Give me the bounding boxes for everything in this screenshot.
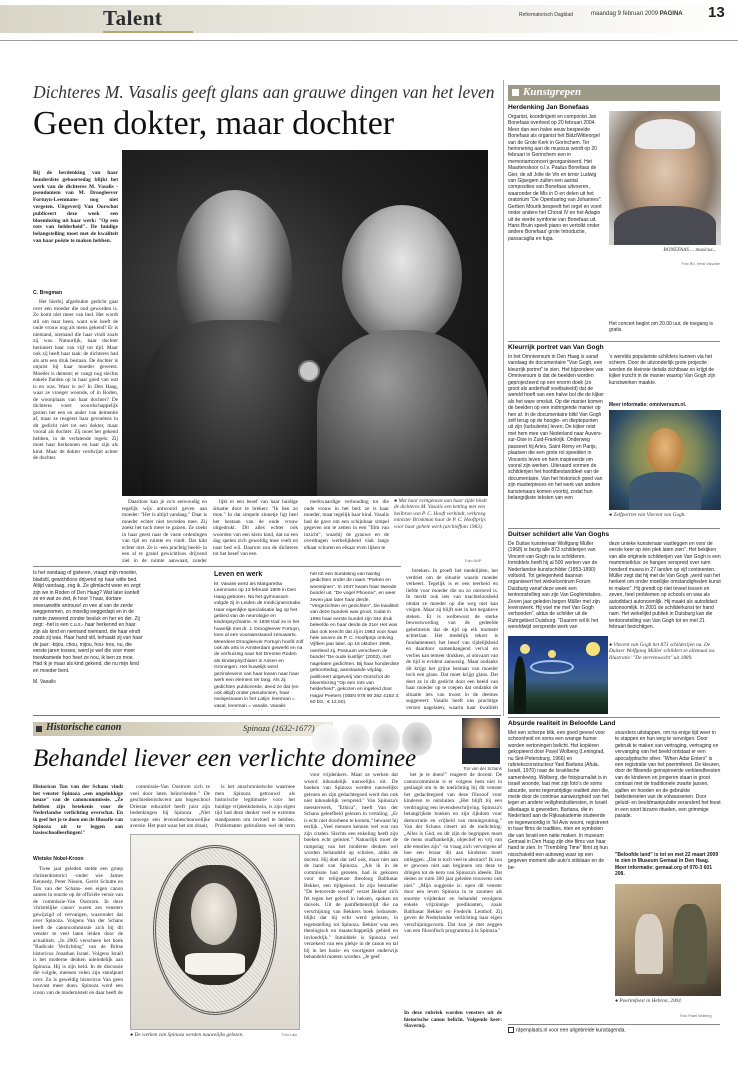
vasalis-kicker: Dichteres M. Vasalis geeft glans aan grauwe dingen van het leven bbox=[33, 82, 495, 102]
agenda-footer[interactable] bbox=[508, 1027, 720, 1033]
duitser-caption bbox=[609, 642, 721, 714]
vasalis-photo-caption-text: Met haar echtgenoot aan haar zijde bindt de dichteres M. Vasalis een ketting met een heilbron van P. C. Hooft verbindt, verkreeg minister Brinkman haar de P. C. Hooftprijs voor haar gehele werk (archieffoto 1983). bbox=[394, 498, 487, 530]
duitser-col1: De Duitse kunstenaar Wolfgang Müller (1968) is bezig alle 873 schilderijen van Vincent van Gogh na te schilderen. Inmiddels heeft hij al 500 werken van de Nederlandse kunstschilder (1853-1890) voltooid. Tot gelegenheid daarvan organiseert het winkelcentrum Forum Duisburg vanaf deze week een tentoonstelling van zijn Van Goghimitaties. Zeven jaar geleden begon Müller met zijn levenswerk. Hij voel me met Van Gogh verbonden", aldus de schilder uit de Ruhrgebied Duisburg. "Daarom wil ik het wereldwijd verspreide werk van bbox=[508, 541, 602, 631]
canon-headline: Behandel liever een verlichte dominee bbox=[33, 745, 417, 772]
canon-series-note: In deze rubriek worden vensters uit de historische canon belicht. Volgende keer: Slavernij. bbox=[404, 1010, 502, 1029]
woman-body bbox=[317, 330, 488, 496]
child-figure bbox=[635, 914, 663, 974]
canon-col2-text: commissie-Van Oostrom zich te veel door laten beïnvloeden." De geschiedenisdocent aan hogeschool Driestar educatief heeft juist zijn bedenkingen bij Spinoza. „Niet vanwege een levensbeschouwelijke aversie. Het punt waar het om draait, bbox=[130, 784, 210, 829]
poem-box bbox=[33, 570, 143, 710]
vasalis-intro: Bij de herdenking van haar honderdste geboortedag blijkt het werk van de dichteres M. Vasalis -pseudoniem van M. Droogleever Fortuyn-Leenmans- nog niet vergeten. Uitgeverij Van Oorschot publiceert deze week een bloemlezing uit haar werk: "Op een rots van helderheid". De huidige belangstelling moet met de kwaliteit van haar poëzie te maken hebben. bbox=[33, 170, 118, 244]
vasalis-author: C. Bregman bbox=[33, 290, 63, 296]
spinoza-face bbox=[191, 883, 237, 945]
bio-title: Leven en werk bbox=[214, 571, 263, 578]
issue-date-text: maandag 9 februari 2009 bbox=[591, 11, 659, 17]
gogh-top-rule bbox=[508, 341, 720, 342]
gogh-caption bbox=[609, 512, 721, 526]
canon-subject: Spinoza (1632-1677) bbox=[243, 723, 315, 733]
duitser-caption-text: Vincent van Gogh het 873 schilderijen na. De Duitser Wolfgang Müller schildert ze allemaal na. Illustratie: "De sterrenwacht" uit 1889. bbox=[609, 642, 716, 661]
kunstgrepen-banner bbox=[508, 85, 720, 101]
header-rule bbox=[0, 40, 738, 41]
gogh-col1: In het Omniversum in Den Haag is vanaf vandaag de documentaire "Van Gogh, een kleurrijk portret" te zien. Het bijzondere van Omniversum is dat de beelden worden geprojecteerd op een enorm doek (zo groot als anderhalf voetbalveld) dat de wereld hoeft van een halve bol die de kijker als het ware omsluit. Op die manier komen de beelden op een indringende manier op hen af. In de documentaire blikt Van Gogh zelf terug op de hoogte- en dieptepunten uit zijn (turbulente) leven. De kijker reist met hem mee van Nederland naar Auvers-sur-Oise in Zuid-Frankrijk. Onderweg passeert hij Arles, Saint Rémy en Parijs, plaatsen die een grote rol speelden in Vincents leven en hem inspireerde om vooral zijn werken. Uiteraard vormen de schilderijen het hoofdbestanddeel van de documentaire. Van het historisch goed van zijn masterpieces en het werk van andere kunstenaars komen voorbij, zodat hun belangrijkste teksten van een bbox=[508, 354, 604, 501]
duitser-heading: Duitser schildert alle Van Goghs bbox=[508, 531, 610, 538]
star bbox=[520, 644, 530, 654]
bio-col1: M. Vasalis werd als Margaretha Leenmans op 13 februari 1909 in Den Haag geboren. Na het gymnasium volgde zij in Leiden de medicijnenstudie. Haar eigenlijke specialisatie lag op het gebied van de neurologie en kinderpsychiatrie. In 1939 trad ze in het huwelijk met dr. J. Droogleever Fortuyn, toen al een vooraanstaand zenuwarts. Meerdere Droogleever Fortuyn hoofd zolf ook als arts in Amsterdam gewerkt en na de verhuizing naar het Drentse Roden als kinderpsychiater in Assen en Groningen. Het huwelijk werd gezinslevens van haar kwam naar haar werk een element ter lang. Als zij gedichten publiceerde, deed ze dat (en ook altijd) onder pseudoniem, haar meisjesnaam in het Latijn: leenman = vasal, leenman = vasalis. Vasalis bbox=[214, 582, 304, 709]
absurde-caption-text: Poerimfeest in Hebron, 2004. bbox=[619, 998, 683, 1004]
duitser-col2: deze unieke kunstenaar vastleggen en voor de eerste keer op één plek laten zien". Het bekijken van alle originele schilderijen van Van Gogh is een mammoetklus: ze hangen verspreid over ruim honderd musea in 27 landen op vijf continenten. Müller zegt dat hij met de Van Gogh „werd van het herkent om onder moeilijke omstandigheden kunst te maken". Hij grendt op niet teveel lessen en zeven, heel problemen op schools en was als autodidact autonoomlijk. Hij maakt als autodidact autonoomlijk. In 2001 de schilderkunst ter hand nam. Het wekelijkd publiek in Duisburg kan die tentoonstelling van Van Gogh tot en met 21 februari bezichtigen. bbox=[609, 541, 721, 631]
canon-author: Wietske Nobel-Kroon bbox=[33, 856, 84, 862]
starry-night-painting bbox=[508, 636, 608, 714]
newspaper-name: Reformatorisch Dagblad bbox=[519, 12, 573, 18]
canon-col2 bbox=[130, 784, 210, 830]
gogh-caption-text: Zelfportret van Vincent van Gogh. bbox=[613, 512, 686, 518]
absurde-col1: Met een scherpe blik, een goed gevoel voor schoonheid en soms een wrange humor worden vertoningen belicht. Het kopiëren gekopieerd door Pavel Wolberg (Leningrad, nu Sint-Petersburg, 1966) en rubrieksconstructeur Yael Bartana (Afula, Israël, 1970) naar de Israëlische samenleving. Wolberg, die fotojournalist is in Israël woonde, laat met zijn foto's de soms absurde, soms tegenstrijdige realiteit zien die, mede door de continue aanwezigheid van het leger en andere veiligheidsdiensten, in Israël alledaags is geworden. Bartana, die in Nederland aan de Rijksakademie studeerde en tegenwoordig in Tel Aviv woont, registreert in haar films de tradities, riten en symbolen die van Israël een natie maken. In museum Gemaal in Den Haag zijn drie films van haar hand te zien. In "Trembling Time" filmt zij hun nisschakeld een autoweg waar op een gegeven moment alle auto's stilstaan en de be- bbox=[508, 730, 610, 871]
page-header bbox=[0, 0, 738, 40]
absurde-caption bbox=[615, 998, 695, 1012]
gogh-more-info[interactable]: Meer informatie: omniversum.nl. bbox=[609, 402, 687, 408]
van-der-schans-portrait bbox=[462, 718, 500, 764]
moon bbox=[586, 642, 600, 656]
bonefaas-caption: BONEFAAS ... musicus... bbox=[663, 247, 717, 253]
bio-col2: het tot een bundeling van twintig gedichten onder de naam "Parken en woestijnen". In 1947 kwam haar tweede bundel uit, "De vogel Phoenix", en weer zeven jaar later haar derde, "Vergezichten en gezichten". De kwaliteit van deze bundels was groot, zodat in 1994 haar eerste bundel zijn 34e druk beleefde en haar derde de 21e! Het was dan ook terecht dat zij in 1983 voor haar hele oeuvre de P. C. Hooftprijs ontving. Vijftien jaar later, op 16 oktober 1998, overleed zij. Postuum verscheen de bundel "De oude kustlijn" (2002), met nagelaten gedichten. Bij haar honderdste geboortedag, aanstaande vrijdag, publiceert uitgeverij Van Oorschot de bloemlezing "Op een rots van helderheid", gekozen en ingeleid door Hagar Peeters (ISBN 978 90 282 4163 3; 60 blz.; € 12,50). bbox=[310, 572, 400, 706]
poem-author: M. Vasalis bbox=[33, 679, 56, 685]
footer-rule bbox=[508, 1024, 720, 1025]
section-underline bbox=[103, 31, 193, 33]
caption-bullet: ● bbox=[615, 998, 620, 1004]
vasalis-col3-text: lijkt er een besef van haar huidige situatie door te breken: "Ik ben zo moe." In dat simpele zinnetje ligt heel het bestaan van de oude vrouw uitgedrukt. Dit alles echter ook woorden van een klein kind, dat na een dag spelen zich geweldig moe voelt en naar bed wil. Daarom zou de dichteres tot het besef van een bbox=[213, 499, 298, 557]
canon-col3 bbox=[215, 784, 295, 830]
caption-bullet: ● bbox=[609, 512, 614, 518]
link-icon bbox=[508, 1027, 514, 1033]
canon-square-icon bbox=[36, 726, 42, 732]
vasalis-col5 bbox=[406, 568, 498, 710]
poem-top-rule bbox=[33, 566, 401, 567]
canon-col5-text: het je te doen!" reageert de docent. De canoncommissie is er volgens hem niet in geslaagd om in de toelichting bij dit venster het gedachtegoed van deze filosoof voor kinderen te ontsluiten. „Het blijft bij een verdringing een levensbeschrijving. Spinoza's belangrijkste boeken en zijn rijkdom voor democratie en vrijheid van meningsuiting." Van der Schans citeert uit de toelichting: „Alles is God, en dit zijn de begrippen moet de mens onafhankelijk, objectief en vrij van alle emoties zijn" -in vraag zich vervolgens af hoe een leraar dit aan kinderen moet uitleggen. „Dat is toch veel te abstract? Ik zou er gewoon niet aan beginnen om deze te dringen tot de kern van Spinoza's ideeën. Dat deden ze ruim 300 jaar geleden trouwens ook niet." „Mijn suggestie is: open dit venster door een leven Spinoza in te zoomen als enorme vrijdenker en behandel verolgens enkele vrijzinnige predikanten, zoals Balthasar Bekker en Frederik Lenthof. Zij geven de Nederlandse verlichting haar eigen verschijningsvorm. Dat kun je met zeggen van een filosofisch programma à la Spinoza." bbox=[404, 772, 502, 934]
canon-col1 bbox=[33, 866, 123, 1038]
caption-bullet: ● bbox=[130, 1032, 135, 1038]
vasalis-photo-credit: Foto ANP bbox=[465, 559, 482, 563]
gogh-heading: Kleurrijk portret van Van Gogh bbox=[508, 344, 604, 351]
vasalis-col4-text: merkwaardige verhouding tot die oude vrouw in het bed: ze is haar moeder, maar tegelijk haar kind. Vasalis had de gave om een schijnbaar simpel gegeven om te zetten in een "film van inzicht", waarbij de grauwe en de overdragen werkelijkheid vlak langs elkaar schuren en elkaar even lijken te bbox=[304, 499, 389, 551]
absurde-top-rule bbox=[508, 717, 720, 718]
purim-photo bbox=[615, 884, 721, 996]
caption-bullet: ● bbox=[609, 642, 614, 648]
canon-col5 bbox=[404, 772, 502, 1006]
man-body bbox=[142, 320, 332, 496]
canon-col1-text: Twee jaar geleden stelde een groep christenhistorici -onder wie James Kennedy, Peter Nissen, Gerrit Schutte en Ton van der Schans- een eigen canon samen in reactie op de officiële versie van de commissie-Van Oostrom. In deze 'christelijke canon' waren zes vensters gewijzigd of vervangen, waaronder dat over Spinoza. Volgens Van der Schans heeft de canoncommissie zich bij dit venster te veel laten leiden door de actualiteit. „In 2005 verscheen het boek "Radicale Verlichting" van de Britse historicus Jonathan Israel. Volgens Israël is het moderne denken uiteindelijk aan Spinoza. Hij is zijn held. In de discussie die volgde, meenen velen zijn standpunt over. Zo is geweldig historicus Van geen houvast meer doen. Spinoza werd een icoon van de modernisteit en daar heeft de bbox=[33, 866, 123, 996]
section-title: Talent bbox=[103, 6, 163, 30]
vasalis-photo bbox=[122, 150, 488, 496]
gogh-selfportrait bbox=[609, 410, 721, 510]
canon-col4-text: voor vrijdenkers. Maar ze werken dat woord inhoudelijk nauwelijks uit. De boeken van Spinoza werden nauwelijks gelezen en zijn gedachtegoed werd dus ook niet inhoudelijk verspreid." Van Spinoza's meesterwerk, "Ethica", heeft Van der Schans geleefbeid gelezen in vertaling. „Er is echt niet doorheen te komen," bewaart hij eerlijk. „Veel mensen kennen wel wat van zijn citaten. Slechts een enkeling heeft zijn boeken echt gelezen." Natuurlijk moet de rumpslag van het moderne denken wel worden behandeld op scholen, aldus de docent. Hij doet dat zelf ook, maar niet aan de hand van Spinoza. „Als ik in de commissie had gezeten, had ik gekozen voor de religieuze theoloog Balthasar Bekker, een tijdgenoot. In zijn bestseller "De betoverde wereld" verzet Bekker zich fel tegen het geloof in heksen, spoken en duivels. Uit de pamflettenstrijd die na verschijning van Bekkers boek losbarstte, blijkt dat hij echt werd gelezen, in tegenstelling tot Spinoza. Bekker was een theologisch en maatschappelijk gebied en invloedrijk." Inmiddels is Spinoza wel verzekerd van een plekje in de canon en tal bij in het basis- en voortgezet onderwijs behandeld moeten worden. „Je geef bbox=[304, 772, 398, 960]
canon-portrait-credit2: Foto Lalo bbox=[282, 1033, 297, 1037]
page-number: 13 bbox=[708, 4, 725, 21]
vasalis-col2 bbox=[122, 499, 207, 564]
canon-portrait-caption bbox=[130, 1032, 280, 1040]
absurde-heading: Absurde realiteit in Beloofde Land bbox=[508, 720, 616, 727]
chain-medal bbox=[298, 360, 320, 382]
vasalis-col1-text: Het hierbij afgedrukte gedicht gaat over een moeder die oud geworden is. Ze komt niet meer van bed. Het wordt stil om haar heen, want wie heeft de oude vrouw nog als mens gekend? Er is niemand, niemand die haar vindt zoals zij was. Natuurlijk, haar dochter herinnert haar van vijf tot tijd. Maar ook zij heeft haar taak: de dichteres had als arts een druk bestaan. De dochter is onjuist bij haar moeder geweest. Moeder is dement; er vangt nog slechts enkele flarden op in haar goed van wat is en was. Waar is ze? In Den Haag, waar ze vroeger woonde, of in Roden, de woonplaats van haar dochter? De dichteres voert woordschappelijk gezien het een en ander van dementie af, maar ze reageert haar gevoelens in dit gedicht niet tot een dokter, maar vooral als dochter. Zij moet het gekend hebben, in de verlatende regels: Zij moet haar herkennen en haar zijn als kind. Maar de dokter verdwijnt achter de dochter. bbox=[33, 299, 118, 461]
spinoza-engraving bbox=[130, 834, 300, 1030]
spinoza-collar bbox=[185, 953, 245, 975]
bonefaas-suit bbox=[614, 206, 716, 245]
bonefaas-photo bbox=[609, 111, 721, 245]
kunstgrepen-title: Kunstgrepen bbox=[523, 86, 582, 98]
bonefaas-end: Het concert begint om 20.00 uur, de toegang is gratis. bbox=[609, 321, 713, 334]
absurde-col2: stuurders uitstappen, om na enige tijd weer in te stappen en hun weg te vervolgen. Door gebruik te maken van vertraging, vertraging en vervanging van het beeld ontstaat er een apocalyptische sfeer. "When Adar Enters" is een registratie van het poerimfeest. De kleuren, door de flitsende geinspireerde verkleedfeesten van de kinderen en jongeren staan in groot contrast met de traditionele zwarte jassen, sjallen en hoeden en de gebruikte beklederselen van de volwassenen. Door geluid- en beeldmanipulatie veranderd het feest in een soort bizarre rituelen, een grimmige parade. bbox=[615, 730, 721, 820]
vasalis-photo-caption bbox=[394, 498, 489, 566]
absurde-credit: Foto Pavel Wolberg bbox=[680, 1014, 712, 1018]
duitser-top-rule bbox=[508, 528, 720, 529]
woman-figure bbox=[342, 205, 462, 345]
absurde-credits: "Beloofde land" is tot en met 22 maart 2009 te zien in Museum Gemaal in Den Haag. Meer informatie: gemaal.org of 070-3 601 208. bbox=[615, 852, 719, 878]
poem-text: Is het vandaag of gisteren, vraagt mijn moeder, bladstil, gewichtloos drijvend op haar witte bed. Altijd vandaag, zeg ik. Ze glimlacht weer en zegt: zijn we in Roden of Den Haag? Wat later kantelt ze en wat ze ziet, ik hoor 't haar, dortare sneeuwwitte antrouw! zo vee al van de zerde weggenomen, zo moedig weggedapt en in de ruimte zweeend zonder besluk en her en der. Zij zegt: -het is een c.u.s.- haar herkennd en haar zijn als kind en niemand niemand, die haar eindt zoals zij was. Haar hand stil, terhaakt zij van haar de jaar: -bijou, chou, mijou, hou- tres, nu, die eerste jaren tosses, werd je wel die voor moer toewkamede hoo heet ze nou, ik ben zo moe. Had ik je maar als kind gekend, die nu mijn kind en moeder bent. bbox=[33, 570, 143, 674]
gogh-col2: 's werelds populairste schilders kunnen via het scherm. Door de uitzonderlijk grote projectie worden de kleinste details zichtbaar en krijgt de kijker inzicht in de manier waarop Van Gogh zijn kunstwerken maakte. bbox=[609, 354, 716, 386]
vasalis-headline: Geen dokter, maar dochter bbox=[33, 105, 395, 142]
canon-intro: Historicus Ton van der Schans vindt het venster Spinoza „een ongelukkige keuze" van de canoncommissie. „Ze hebben zijn betekenis voor de Nederlandse verlichting overschat. En ik geef het je te doen om de filosofie van Spinoza uit te leggen aan basisschoolleerlingen!" bbox=[33, 784, 123, 837]
cypress-tree bbox=[514, 656, 526, 714]
vasalis-col5-text: breeken. In proeft het medelijden, het verdriet om de situatie waarin moeder verkeert. Tegelijk is er een teerheid en liefde voor moeder die nu zo ontroerd is. In merkt ook iets van machteloosheid omdat ze moeder op die weg niet kan volgen. Maar zij blijft niet in het negatieve steken. Er is welbewust de sterke bewustwording van de gedeelde geheimenis dat de tijd op elk moment achterlaat. Het medelijk tekort is fundamenteel; het besef van tijdelijkheid en daardoor samenhangend verval en verlies kan temeer drukken, al omvaart van de tijd is evident aanwezig. Maar ondanks dit krijgt het grijze bestaan van moeder toch een glans. Dat moet krijgt glans. Dat doet ze in dit gedicht door een beeld van haar moeder op te roepen dat ondanks de situatie iets van troost in de deemes suggereert. Vasalis heeft ons prachtige verzen nagelaten, waarin haar kwaliteit bbox=[406, 568, 498, 710]
canon-col3-text: is het anachronistische waarmee men Spinoza getrouwd als historische legitimatie voor het huidige vrijdenkdomein, is zijn eigen tijd had deze denker veel te extreme standpunten om invloed te hebben. Problematen gebruikten wel de term bbox=[215, 784, 295, 829]
gogh-coat bbox=[629, 472, 701, 510]
kunstgrepen-square-icon bbox=[512, 89, 519, 96]
vasalis-col3 bbox=[213, 499, 298, 564]
pagina-label: PAGINA bbox=[659, 11, 683, 17]
bonefaas-heading: Herdenking Jan Bonefaas bbox=[508, 104, 589, 111]
canon-top-rule bbox=[33, 715, 501, 716]
bonefaas-hair bbox=[635, 119, 695, 149]
gogh-face bbox=[647, 428, 683, 474]
bonefaas-credit: Foto RD, Henk Visscher bbox=[681, 262, 720, 266]
canon-col4 bbox=[304, 772, 398, 1038]
sidebar-divider bbox=[503, 80, 504, 716]
canon-label: Historische canon bbox=[46, 722, 122, 733]
caption-bullet: ● bbox=[394, 498, 399, 504]
agenda-footer-text: rdpenplaats.nl voor een uitgebreide kunstagenda. bbox=[516, 1027, 626, 1034]
vasalis-col2-text: Daardoor kan je zo'n eenvoudig en tegelijk wijs antwoord geven aan moeder: "Het is altijd vandaag." Daar is moeder echter niet tevreden mee. Zij zoekt het toch meer te gaizen. Ze zoekt in haar geest naar de vaste ordeningen van tijd en ruimte en vindt. Dat kikt echter niet. Ze is -een prachtig beeld- in een al te grand gewichtloos drijvend ziel in de ruimte aanwaait, zonder bbox=[122, 499, 207, 564]
vasalis-col4 bbox=[304, 499, 389, 564]
swirl bbox=[530, 660, 574, 674]
star bbox=[548, 650, 556, 658]
portrait-suit bbox=[462, 748, 500, 764]
vasalis-col1 bbox=[33, 299, 118, 561]
soldier-figure bbox=[673, 904, 707, 984]
canon-portrait-credit: Ton van der Schans bbox=[463, 766, 502, 771]
bonefaas-text: Organist, koordirigent en componist Jan Bonefaas overleed op 20 februari 2004. Meer dan een halve eeuw bespeelde Bonefaas als organist het Bätz/Witteorgel van de Grote Kerk in Gorinchem. Ter herinnering aan de musicus wordt op 20 februari in Gorinchem een in memoriamconcert georganiseerd. Het Maartenskoor o.l.v. Paulus Bonefaas de Gier, de alt Jolie de Vin en tenor Ludwig van Gijsegem zullen een aantal composities van Bonefaas uitvoeren, waaronder de Mis in D en delen uit het oratorium "De Openbaring van Johannes". Gerben Mourik bespeelt het orgel en voert onder andere het Choral IV en het Adagio uit de vierde symfonie van Bonefaas uit. Hans Bruin speelt piano en vertolkt onder andere Bonefaas' grote Introductie, passacaglia en fuga. bbox=[508, 114, 602, 242]
issue-date bbox=[591, 11, 683, 17]
canon-portrait-caption-text: De werken van Spinoza werden nauwelijks gelezen. bbox=[134, 1032, 244, 1038]
